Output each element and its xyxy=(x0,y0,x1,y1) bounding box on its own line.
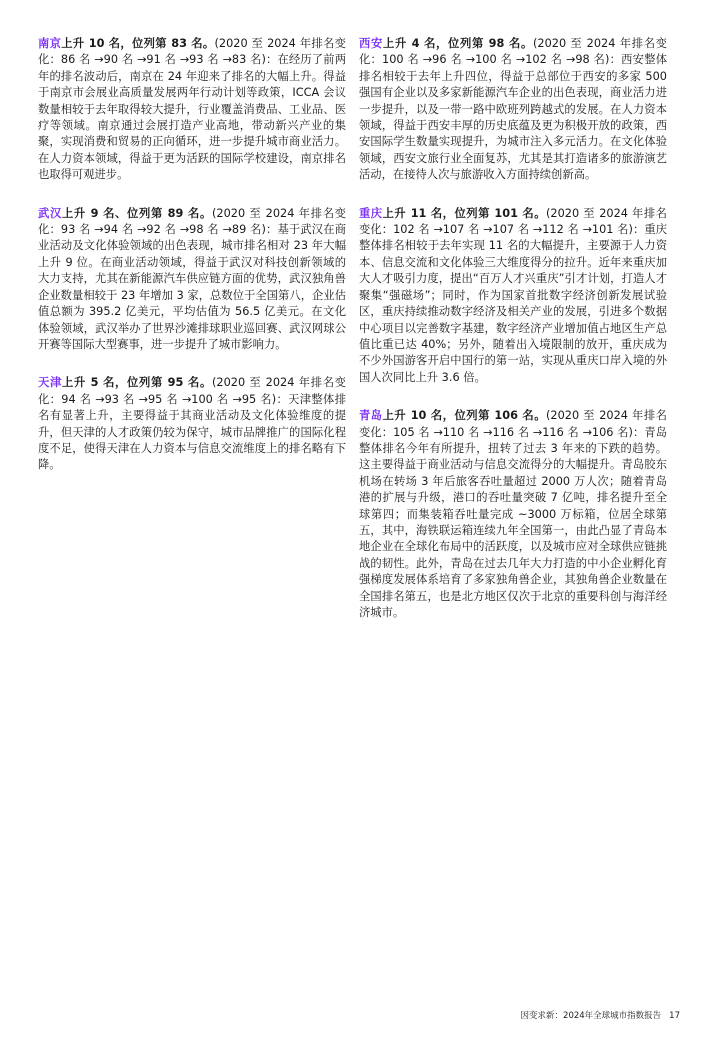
city-headline: 上升 10 名，位列第 106 名。 xyxy=(382,409,547,423)
city-body: (2020 至 2024 年排名变化：100 名 →96 名 →100 名 →102 名 →98 名)：西安整体排名相较于去年上升四位，得益于总部位于西安的多家 500 强国有企业以及多家新能源汽车企业的出色表现，商业活力进一步提升，以及一带一路中欧班列跨越式的发展。在人力资本领域，得益于西安丰厚的历史底蕴及更为积极开放的政策，西安国际学生数量实现提升，为城市注入多元活力。在文化体验领域，西安文旅行业全面复苏，尤其是其打造诸多的旅游演艺活动，在接待人次与旅游收入方面持续创新高。 xyxy=(359,37,667,182)
city-name: 天津 xyxy=(38,376,62,390)
city-headline: 上升 4 名，位列第 98 名。 xyxy=(382,37,533,50)
city-entry-xian xyxy=(359,36,667,184)
city-name: 南京 xyxy=(38,37,62,50)
city-name: 重庆 xyxy=(359,206,383,220)
city-entry-chongqing xyxy=(359,206,667,386)
city-body: (2020 至 2024 年排名变化：93 名 →94 名 →92 名 →98 名 →89 名)：基于武汉在商业活动及文化体验领域的出色表现，城市排名相对 23 年大幅上升 9 位。在商业活动领域，得益于武汉对科技创新领域的大力支持，尤其在新能源汽车供应链方面的优势，武汉独角兽企业数量相较于 23 年增加 3 家，总数位于全国第八，企业估值总额为 395.2 亿美元，平均估值为 56.5 亿美元。在文化体验领域，武汉举办了世界沙滩排球职业巡回赛、武汉网球公开赛等国际大型赛事，进一步提升了城市影响力。 xyxy=(38,206,346,351)
city-body: (2020 至 2024 年排名变化：105 名 →110 名 →116 名 →116 名 →106 名)：青岛整体排名今年有所提升，扭转了过去 3 年来的下跌的趋势。这主要得益于商业活动与信息交流得分的大幅提升。青岛胶东机场在转场 3 年后旅客吞吐量超过 2000 万人次；随着青岛港的扩展与升级，港口的吞吐量突破 7 亿吨，排名提升至全球第四；而集装箱吞吐量完成 ~3000 万标箱，位居全球第五，其中，海铁联运箱连续九年全国第一，由此凸显了青岛本地企业在全球化布局中的活跃度，以及城市应对全球供应链挑战的韧性。此外，青岛在过去几年大力打造的中小企业孵化育强梯度发展体系培育了多家独角兽企业，其独角兽企业数量在全国排名第五，也是北方地区仅次于北京的重要科创与海洋经济城市。 xyxy=(359,409,667,619)
city-entry-nanjing xyxy=(38,36,346,184)
city-entry-qingdao xyxy=(359,408,667,621)
city-headline: 上升 11 名，位列第 101 名。 xyxy=(382,206,547,220)
left-column xyxy=(38,36,346,496)
city-body: (2020 至 2024 年排名变化：86 名 →90 名 →91 名 →93 名 →83 名)：在经历了前两年的排名波动后，南京在 24 年迎来了排名的大幅上升。得益于南京市会展业高质量发展两年行动计划等政策，ICCA 会议数量相较于去年取得较大提升，行业覆盖消费品、工业品、医疗等领域。南京通过会展打造产业高地，带动新兴产业的集聚，实现消费和贸易的正向循环，进一步提升城市商业活力。在人力资本领域，得益于更为活跃的国际学校建设，南京排名也取得可观进步。 xyxy=(38,37,346,182)
city-entry-tianjin xyxy=(38,375,346,473)
city-body: (2020 至 2024 年排名变化：102 名 →107 名 →107 名 →112 名 →101 名)：重庆整体排名相较于去年实现 11 名的大幅提升，主要源于人力资本、信息交流和文化体验三大维度得分的拉升。近年来重庆加大人才吸引力度，提出“百万人才兴重庆”引才计划，打造人才聚集“强磁场”；同时，作为国家首批数字经济创新发展试验区，重庆持续推动数字经济及相关产业的发展，引进多个数据中心项目以完善数字基建，数字经济产业增加值占地区生产总值比重已达 40%；另外，随着出入境限制的放开，重庆成为不少外国游客开启中国行的第一站，实现从重庆口岸入境的外国人次同比上升 3.6 倍。 xyxy=(359,206,667,384)
page-number: 17 xyxy=(669,1011,680,1021)
right-column xyxy=(359,36,667,643)
city-name: 青岛 xyxy=(359,409,383,423)
report-title: 因变求新：2024年全球城市指数报告 xyxy=(520,1011,662,1021)
city-headline: 上升 9 名、位列第 89 名。 xyxy=(61,206,212,220)
city-headline: 上升 5 名，位列第 95 名。 xyxy=(61,376,212,390)
city-headline: 上升 10 名，位列第 83 名。 xyxy=(61,37,215,50)
page-footer xyxy=(521,1009,680,1021)
city-body: (2020 至 2024 年排名变化：94 名 →93 名 →95 名 →100 名 →95 名)：天津整体排名有显著上升，主要得益于其商业活动及文化体验维度的提升，但天津的人才政策仍较为保守，城市品牌推广的国际化程度不足，使得天津在人力资本与信息交流维度上的排名略有下降。 xyxy=(38,376,346,472)
city-name: 武汉 xyxy=(38,206,62,220)
city-name: 西安 xyxy=(359,37,383,50)
city-entry-wuhan xyxy=(38,206,346,354)
